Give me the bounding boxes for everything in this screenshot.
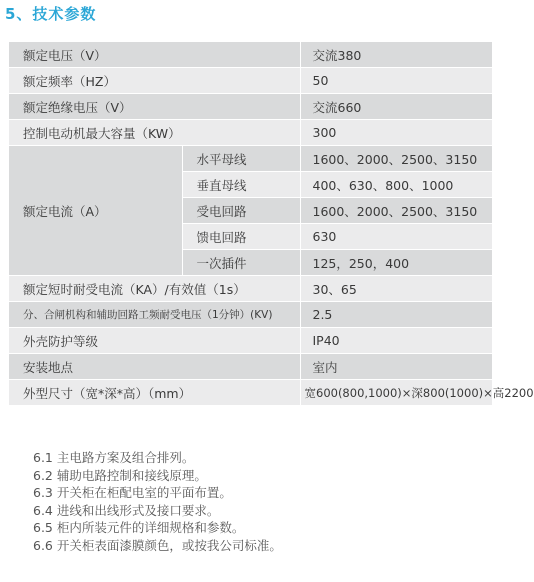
table-row [9,120,492,146]
table-row [9,42,492,68]
list-item: 6.6 开关柜表面漆膜颜色，或按我公司标准。 [33,537,282,553]
list-item: 6.1 主电路方案及组合排列。 [33,450,195,465]
table-row [9,328,492,354]
table-row [9,146,492,172]
section-title: 5、技术参数 [5,5,97,23]
current-item-value: 400、630、800、1000 [300,172,492,198]
row-label: 外壳防护等级 [9,328,300,354]
current-item-value: 1600、2000、2500、3150 [300,146,492,172]
row-value: IP40 [300,328,492,354]
row-label: 额定短时耐受电流（KA）/有效值（1s） [9,276,300,302]
current-item-label: 垂直母线 [182,172,300,198]
current-item-label: 馈电回路 [182,224,300,250]
row-value: 30、65 [300,276,492,302]
current-item-value: 125，250，400 [300,250,492,276]
row-value: 交流660 [300,94,492,120]
row-label: 额定电压（V） [9,42,300,68]
list-item: 6.5 柜内所装元件的详细规格和参数。 [33,520,245,536]
list-item: 6.3 开关柜在柜配电室的平面布置。 [33,485,232,501]
current-item-label: 水平母线 [182,146,300,172]
current-item-label: 一次插件 [182,250,300,276]
notes-list [33,449,282,555]
current-group-label: 额定电流（A） [9,146,182,276]
current-item-value: 1600、2000、2500、3150 [300,198,492,224]
row-label: 分、合闸机构和辅助回路工频耐受电压（1分钟）(KV) [9,302,300,328]
table-row [9,380,492,406]
table-row [9,94,492,120]
row-value: 50 [300,68,492,94]
row-label: 额定频率（HZ） [9,68,300,94]
table-row [9,302,492,328]
current-item-value: 630 [300,224,492,250]
row-label: 控制电动机最大容量（KW） [9,120,300,146]
row-label: 外型尺寸（宽*深*高）（mm） [9,380,300,406]
list-item: 6.4 进线和出线形式及接口要求。 [33,502,220,518]
current-item-label: 受电回路 [182,198,300,224]
spec-table [9,42,534,406]
row-label: 安装地点 [9,354,300,380]
row-value: 宽600(800,1000)×深800(1000)×高2200 [300,380,492,406]
row-value: 交流380 [300,42,492,68]
row-value: 2.5 [300,302,492,328]
list-item: 6.2 辅助电路控制和接线原理。 [33,467,207,483]
row-value: 300 [300,120,492,146]
table-row [9,276,492,302]
row-label: 额定绝缘电压（V） [9,94,300,120]
row-value: 室内 [300,354,492,380]
table-row [9,68,492,94]
table-row [9,354,492,380]
